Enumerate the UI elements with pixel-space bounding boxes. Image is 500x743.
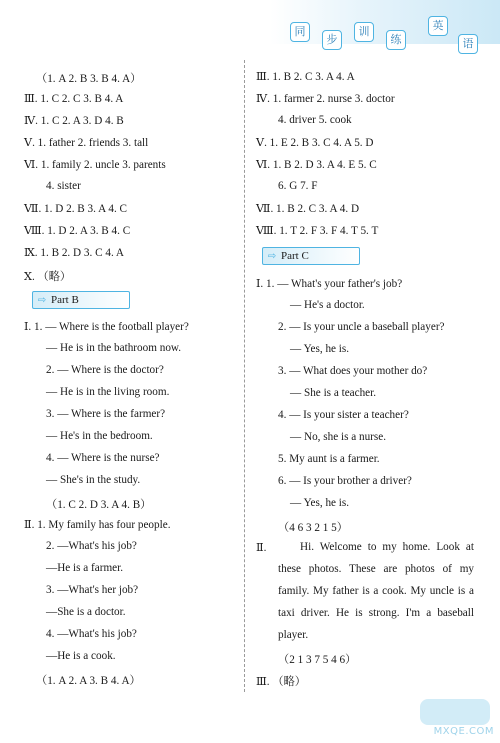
answer-line: — No, she is a nurse. xyxy=(290,431,387,443)
answer-line: Ⅲ. 1. B 2. C 3. A 4. A xyxy=(256,71,355,83)
answer-line: （1. A 2. A 3. B 4. A） xyxy=(36,675,141,687)
answer-line: Ⅱ. 1. My family has four people. xyxy=(24,519,171,531)
answer-line: 5. My aunt is a farmer. xyxy=(278,453,380,465)
answer-line: 3. — What does your mother do? xyxy=(278,365,428,377)
answer-line: 4. driver 5. cook xyxy=(278,114,352,126)
answer-line: （1. C 2. D 3. A 4. B） xyxy=(46,499,152,511)
answer-line: 4. sister xyxy=(46,180,81,192)
answer-line: —She is a doctor. xyxy=(46,606,126,618)
answer-line: — She's in the study. xyxy=(46,474,141,486)
answer-line: Ⅵ. 1. B 2. D 3. A 4. E 5. C xyxy=(256,159,377,171)
answer-line: （1. A 2. B 3. B 4. A） xyxy=(36,73,142,85)
answer-line: 6. G 7. F xyxy=(278,180,318,192)
page-header xyxy=(270,0,500,62)
part-b-heading: ⇨ Part B xyxy=(32,291,130,309)
answer-line: Ⅰ. 1. — What's your father's job? xyxy=(256,278,403,290)
answer-line: Ⅹ. （略） xyxy=(24,271,72,283)
answer-line: 2. —What's his job? xyxy=(46,540,137,552)
answer-line: Ⅷ. 1. D 2. A 3. B 4. C xyxy=(24,225,131,237)
answer-line: Ⅴ. 1. father 2. friends 3. tall xyxy=(24,137,149,149)
answer-line: Ⅴ. 1. E 2. B 3. C 4. A 5. D xyxy=(256,137,374,149)
answer-line: 4. — Where is the nurse? xyxy=(46,452,160,464)
answer-line: Ⅲ. 1. C 2. C 3. B 4. A xyxy=(24,93,124,105)
column-divider xyxy=(244,60,245,692)
answer-line: — Yes, he is. xyxy=(290,343,350,355)
answer-line: （2 1 3 7 5 4 6） xyxy=(278,654,357,666)
passage-paragraph: Hi. Welcome to my home. Look at these photos. These are photos of my family. My father is a cook. My uncle is a taxi driver. He is strong. I'm a baseball player. xyxy=(278,541,474,641)
header-chip-6: 语 xyxy=(458,34,478,54)
header-chip-5: 英 xyxy=(428,16,448,36)
answer-line: Ⅲ. （略） xyxy=(256,676,306,688)
arrow-right-icon: ⇨ xyxy=(267,251,277,262)
watermark-badge xyxy=(420,699,490,725)
section-label: Ⅱ. xyxy=(256,542,267,554)
watermark-text: MXQE.COM xyxy=(433,726,494,737)
arrow-right-icon: ⇨ xyxy=(37,295,47,306)
header-chip-3: 训 xyxy=(354,22,374,42)
answer-line: 4. —What's his job? xyxy=(46,628,137,640)
answer-line: — He is in the living room. xyxy=(46,386,170,398)
answer-line: 4. — Is your sister a teacher? xyxy=(278,409,409,421)
answer-line: Ⅰ. 1. — Where is the football player? xyxy=(24,321,189,333)
header-chip-4: 练 xyxy=(386,30,406,50)
header-chip-1: 同 xyxy=(290,22,310,42)
answer-line: — She is a teacher. xyxy=(290,387,377,399)
answer-line: 2. — Where is the doctor? xyxy=(46,364,164,376)
watermark-logo xyxy=(404,697,494,737)
answer-line: — He is in the bathroom now. xyxy=(46,342,182,354)
answer-line: —He is a farmer. xyxy=(46,562,124,574)
answer-line: 2. — Is your uncle a baseball player? xyxy=(278,321,445,333)
answer-line: — He's a doctor. xyxy=(290,299,365,311)
answer-line: （4 6 3 2 1 5） xyxy=(278,522,348,534)
answer-line: Ⅵ. 1. family 2. uncle 3. parents xyxy=(24,159,166,171)
header-chip-2: 步 xyxy=(322,30,342,50)
answer-line: Ⅶ. 1. B 2. C 3. A 4. D xyxy=(256,203,360,215)
answer-line: 3. —What's her job? xyxy=(46,584,139,596)
answer-line: — He's in the bedroom. xyxy=(46,430,153,442)
answer-line: Ⅳ. 1. farmer 2. nurse 3. doctor xyxy=(256,93,395,105)
answer-line: — Yes, he is. xyxy=(290,497,350,509)
answer-line: Ⅷ. 1. T 2. F 3. F 4. T 5. T xyxy=(256,225,379,237)
answer-line: Ⅳ. 1. C 2. A 3. D 4. B xyxy=(24,115,124,127)
answer-line: Ⅸ. 1. B 2. D 3. C 4. A xyxy=(24,247,124,259)
answer-line: 3. — Where is the farmer? xyxy=(46,408,166,420)
answer-line: 6. — Is your brother a driver? xyxy=(278,475,412,487)
answer-line: —He is a cook. xyxy=(46,650,116,662)
answer-line: Ⅶ. 1. D 2. B 3. A 4. C xyxy=(24,203,128,215)
part-c-heading: ⇨ Part C xyxy=(262,247,360,265)
